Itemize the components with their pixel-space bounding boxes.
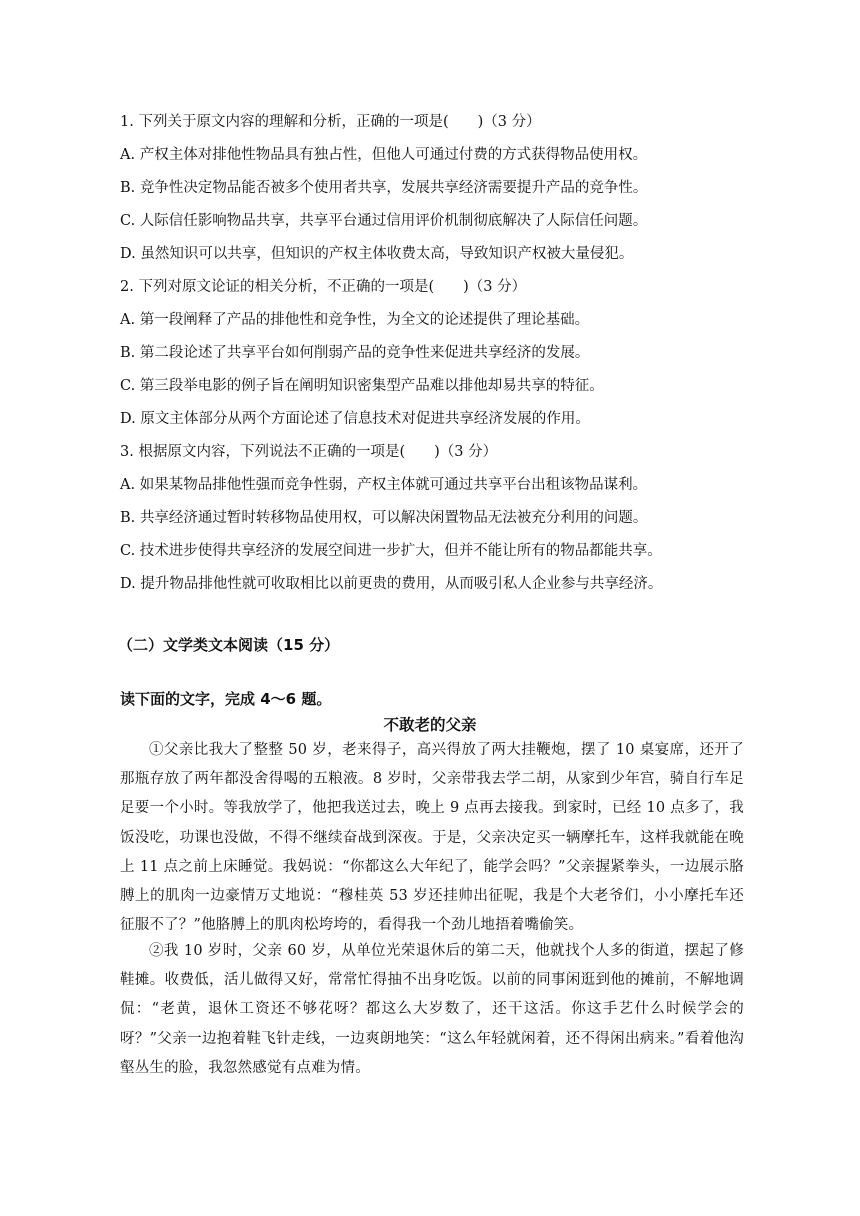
section-heading: （二）文学类文本阅读（15 分）	[118, 636, 340, 654]
question-1-option-b: B. 竞争性决定物品能否被多个使用者共享，发展共享经济需要提升产品的竞争性。	[120, 180, 648, 196]
question-3-option-c: C. 技术进步使得共享经济的发展空间进一步扩大，但并不能让所有的物品都能共享。	[120, 543, 662, 559]
question-1-option-c: C. 人际信任影响物品共享，共享平台通过信用评价机制彻底解决了人际信任问题。	[120, 213, 648, 229]
question-2-stem: 2. 下列对原文论证的相关分析，不正确的一项是( )（3 分）	[120, 279, 527, 295]
essay-title: 不敢老的父亲	[383, 716, 477, 734]
question-1-option-d: D. 虽然知识可以共享，但知识的产权主体收费太高，导致知识产权被大量侵犯。	[120, 246, 634, 262]
question-2-option-b: B. 第二段论述了共享平台如何削弱产品的竞争性来促进共享经济的发展。	[120, 345, 590, 361]
question-3-option-d: D. 提升物品排他性就可收取相比以前更贵的费用，从而吸引私人企业参与共享经济。	[120, 576, 663, 592]
question-3-stem: 3. 根据原文内容，下列说法不正确的一项是( )（3 分）	[120, 444, 498, 460]
question-2-option-c: C. 第三段举电影的例子旨在阐明知识密集型产品难以排他却易共享的特征。	[120, 378, 604, 394]
question-1-stem: 1. 下列关于原文内容的理解和分析，正确的一项是( )（3 分）	[120, 114, 541, 130]
essay-paragraph-1: ①父亲比我大了整整 50 岁，老来得子，高兴得放了两大挂鞭炮，摆了 10 桌宴席，还开了那瓶存放了两年都没舍得喝的五粮液。8 岁时，父亲带我去学二胡，从家到少年宫，骑自行车足足要一个小时。等我放学了，他把我送过去，晚上 9 点再去接我。到家时，已经 10 点多了，我饭没吃，功课也没做，不得不继续奋战到深夜。于是，父亲决定买一辆摩托车，这样我就能在晚上 11 点之前上床睡觉。我妈说：“你都这么大年纪了，能学会吗？”父亲握紧拳头，一边展示胳膊上的肌肉一边豪情万丈地说：“穆桂英 53 岁还挂帅出征呢，我是个大老爷们，小小摩托车还征服不了？”他胳膊上的肌肉松垮垮的，看得我一个劲儿地捂着嘴偷笑。	[120, 742, 744, 934]
question-2-option-a: A. 第一段阐释了产品的排他性和竞争性，为全文的论述提供了理论基础。	[120, 312, 590, 328]
question-3-option-b: B. 共享经济通过暂时转移物品使用权，可以解决闲置物品无法被充分利用的问题。	[120, 510, 648, 526]
reading-instruction: 读下面的文字，完成 4～6 题。	[120, 690, 332, 708]
question-2-option-d: D. 原文主体部分从两个方面论述了信息技术对促进共享经济发展的作用。	[120, 411, 590, 427]
question-1-option-a: A. 产权主体对排他性物品具有独占性，但他人可通过付费的方式获得物品使用权。	[120, 147, 648, 163]
question-3-option-a: A. 如果某物品排他性强而竞争性弱，产权主体就可通过共享平台出租该物品谋利。	[120, 477, 648, 493]
essay-paragraph-2: ②我 10 岁时，父亲 60 岁，从单位光荣退休后的第二天，他就找个人多的街道，摆起了修鞋摊。收费低，活儿做得又好，常常忙得抽不出身吃饭。以前的同事闲逛到他的摊前，不解地调侃：“老黄，退休工资还不够花呀？都这么大岁数了，还干这活。你这手艺什么时候学会的呀？”父亲一边抱着鞋飞针走线，一边爽朗地笑：“这么年轻就闲着，还不得闲出病来。”看着他沟壑丛生的脸，我忽然感觉有点难为情。	[120, 943, 744, 1076]
